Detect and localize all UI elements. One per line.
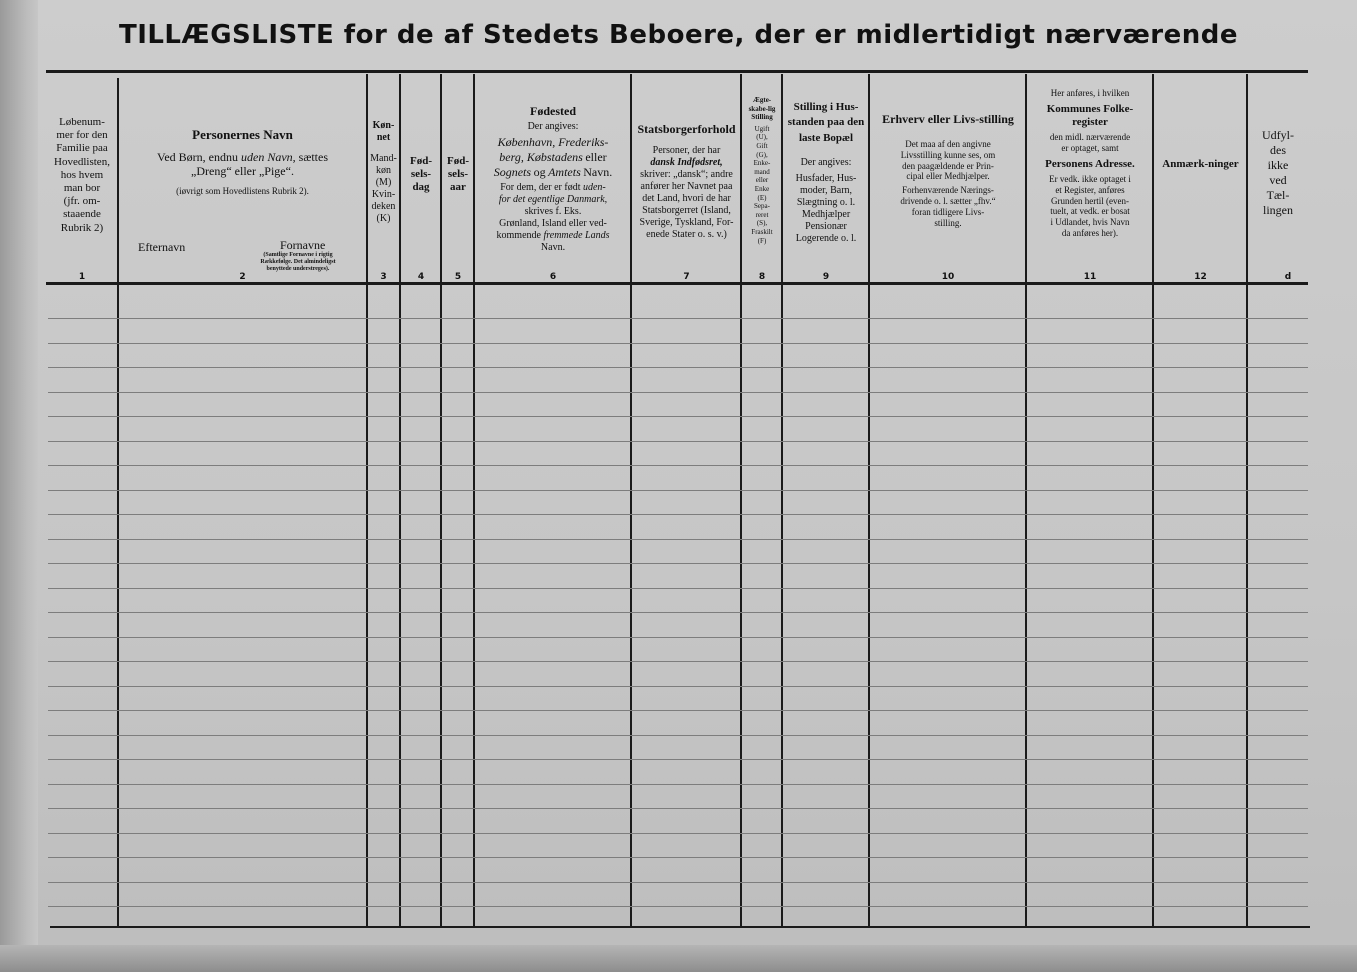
entry-row-line	[48, 441, 1308, 442]
header-text: For dem, der er født	[500, 181, 581, 193]
header-text: Amtets	[548, 164, 581, 179]
header-text: (K)	[376, 213, 391, 224]
header-text: Udfyl-	[1262, 128, 1294, 142]
entry-row-line	[48, 735, 1308, 736]
entry-row-line	[48, 686, 1308, 687]
column-number-11: 11	[1083, 272, 1097, 282]
header-heading: Kommunes Folke-register	[1046, 102, 1134, 128]
column-number-1: 1	[78, 272, 86, 282]
column-number-5: 5	[454, 272, 462, 282]
column-number-3: 3	[380, 272, 387, 282]
header-text: Fraskilt	[751, 227, 773, 236]
header-heading: Personernes Navn	[192, 127, 293, 142]
header-text: Der angives:	[800, 157, 852, 169]
header-text: enede Stater o. s. v.)	[646, 229, 727, 241]
header-text: Enke-	[753, 159, 771, 168]
header-text: et Register, anføres	[1055, 184, 1125, 195]
header-text: og	[533, 164, 546, 179]
header-text: det Land, hvori de har	[642, 193, 731, 205]
header-text: den midl. nærværende	[1049, 132, 1131, 143]
header-text: Ved Børn, endnu	[157, 149, 238, 164]
entry-row-line	[48, 759, 1308, 760]
header-text: da anføres her).	[1061, 227, 1119, 238]
column-header-5	[442, 155, 474, 355]
entry-row-line	[48, 318, 1308, 319]
entry-row-line	[48, 637, 1308, 638]
column-number-12: 12	[1194, 272, 1207, 282]
header-top-rule	[46, 70, 1308, 73]
entry-row-line	[48, 612, 1308, 613]
firstname-label: Fornavne	[280, 238, 326, 252]
header-text: Statsborgerret (Island,	[642, 205, 731, 217]
entry-row-line	[48, 490, 1308, 491]
header-text: Husfader, Hus-	[795, 173, 857, 185]
form-title: TILLÆGSLISTE for de af Stedets Beboere, der er midlertidigt nærværende	[118, 20, 1239, 50]
header-text: Pensionær	[805, 221, 847, 233]
header-text: stilling.	[934, 217, 962, 228]
header-text: København, Frederiks-	[497, 135, 609, 150]
header-text: „Dreng“ eller „Pige“.	[191, 163, 294, 178]
header-text: (E)	[757, 193, 767, 202]
header-text: Gift	[756, 141, 768, 150]
column-number-8: 8	[758, 272, 766, 282]
header-text: for det egentlige Danmark,	[498, 193, 608, 205]
header-text: man bor	[63, 181, 101, 194]
header-text: Løbenum-	[59, 116, 105, 128]
header-text: Slægtning o. l.	[796, 197, 856, 209]
header-heading: Køn-net	[372, 120, 395, 143]
header-text: eller	[585, 149, 607, 164]
entry-row-line	[48, 588, 1308, 589]
header-text: reret	[755, 210, 769, 219]
header-text: tuelt, at vedk. er bosat	[1050, 206, 1130, 217]
header-text: moder, Barn,	[799, 185, 853, 197]
header-text: (iøvrigt som Hovedlistens Rubrik 2).	[176, 186, 309, 197]
header-text: Kvin-	[371, 189, 396, 200]
column-header-4	[401, 155, 441, 355]
header-text: deken	[371, 201, 396, 212]
header-text: Navn.	[583, 164, 613, 179]
header-text: Er vedk. ikke optaget i	[1049, 173, 1131, 184]
surname-label: Efternavn	[138, 240, 186, 254]
header-text: (U),	[756, 133, 768, 142]
header-text: hos hvem	[60, 168, 104, 181]
header-text: Det maa af den angivne	[905, 139, 991, 149]
column-header-d	[1248, 128, 1308, 328]
entry-row-line	[48, 710, 1308, 711]
header-text: Familie paa	[56, 142, 108, 155]
header-heading: Fødested	[530, 104, 576, 118]
header-text: Enke	[754, 184, 770, 193]
column-number-9: 9	[822, 272, 830, 282]
header-text: køn	[376, 165, 391, 176]
header-text: Forhenværende Nærings-	[902, 185, 994, 196]
header-text: (jfr. om-	[63, 195, 101, 208]
header-text: Her anføres, i hvilken	[1050, 88, 1130, 98]
header-text: Ugift	[754, 124, 770, 133]
header-text: Logerende o. l.	[795, 233, 857, 245]
paper-edge-left	[0, 0, 38, 972]
table-bottom-rule	[50, 926, 1310, 928]
entry-row-line	[48, 539, 1308, 540]
header-heading: Anmærk-ninger	[1162, 158, 1239, 170]
entry-row-line	[48, 514, 1308, 515]
header-text: staaende	[63, 208, 101, 221]
header-text: Livsstilling kunne ses, om	[900, 149, 996, 160]
entry-row-line	[48, 882, 1308, 883]
paper-edge-bottom	[0, 945, 1357, 972]
header-heading: Statsborgerforhold	[637, 122, 736, 136]
entry-row-line	[48, 784, 1308, 785]
header-text: den paagældende er Prin-	[902, 160, 994, 171]
header-text: Grønland, Island eller ved-	[499, 217, 607, 229]
column-header-7	[632, 122, 741, 322]
header-text: Sepa-	[754, 202, 770, 211]
header-text: skrives f. Eks.	[524, 205, 582, 217]
header-text: mand	[754, 167, 770, 176]
header-text: eller	[755, 176, 769, 185]
header-text: dansk Indfødsret,	[650, 157, 723, 169]
header-heading: Personens Adresse.	[1045, 157, 1135, 170]
header-text: Navn.	[540, 241, 566, 253]
header-heading: Ægte-skabe-lig Stilling	[748, 96, 776, 122]
column-number-2: 2	[239, 272, 246, 282]
entry-row-line	[48, 833, 1308, 834]
column-header-12	[1154, 158, 1247, 358]
header-text: Tæl-	[1266, 188, 1290, 202]
column-number-6: 6	[549, 272, 557, 282]
column-header-8	[742, 96, 782, 296]
header-text: berg, Købstadens	[499, 149, 583, 164]
entry-row-line	[48, 392, 1308, 393]
entry-row-line	[48, 343, 1308, 344]
header-text: mer for den	[56, 129, 108, 142]
header-text: fremmede Lands	[543, 229, 610, 241]
entry-row-line	[48, 367, 1308, 368]
entry-row-line	[48, 416, 1308, 417]
header-text: des	[1270, 143, 1286, 157]
header-text: i Udlandet, hvis Navn	[1050, 217, 1130, 228]
header-text: Grunden hertil (even-	[1051, 195, 1129, 206]
header-text: Medhjælper	[801, 209, 851, 221]
header-text: drivende o. l. sætter „fhv.“	[900, 195, 996, 206]
header-text: uden Navn,	[241, 149, 296, 164]
column-header-1	[46, 116, 118, 316]
header-text: (G),	[756, 150, 768, 159]
header-text: Rubrik 2)	[60, 221, 104, 234]
header-heading: Fød-sels-aar	[447, 155, 469, 194]
header-text: cipal eller Medhjælper.	[906, 171, 990, 182]
firstname-note: (Samtlige Fornavne i rigtig Rækkefølge. Det almindeligst benyttede understreges).	[260, 252, 336, 272]
header-text: ved	[1269, 173, 1287, 187]
entry-row-line	[48, 661, 1308, 662]
entry-row-line	[48, 857, 1308, 858]
column-header-9	[783, 100, 869, 300]
header-text: kommende	[496, 229, 541, 241]
header-text: Der angives:	[527, 121, 579, 133]
header-text: Sognets	[493, 164, 532, 179]
header-text: sættes	[298, 149, 328, 164]
entry-row-line	[48, 906, 1308, 907]
column-header-2	[119, 127, 366, 327]
header-text	[157, 150, 328, 164]
column-header-11	[1027, 88, 1153, 288]
header-text: (S),	[756, 219, 768, 228]
entry-row-line	[48, 465, 1308, 466]
header-heading: Fød-sels-dag	[410, 155, 432, 194]
header-text: Personer, der har	[652, 145, 721, 157]
header-text: Hovedlisten,	[54, 155, 110, 168]
header-text: lingen	[1263, 203, 1293, 217]
header-text: skriver: „dansk“; andre	[640, 169, 733, 181]
column-number-10: 10	[941, 272, 955, 282]
column-header-3	[367, 120, 400, 320]
header-text: anfører her Navnet paa	[640, 181, 733, 193]
header-text: Mand-	[370, 153, 397, 164]
entry-row-line	[48, 808, 1308, 809]
column-number-4: 4	[417, 272, 425, 282]
header-text: foran tidligere Livs-	[911, 206, 985, 217]
column-number-d: d	[1284, 272, 1292, 282]
header-heading: Erhverv eller Livs-stilling	[882, 112, 1014, 126]
header-text: Sverige, Tyskland, For-	[639, 217, 734, 229]
column-number-7: 7	[683, 272, 690, 282]
header-text: ikke	[1267, 158, 1289, 172]
entry-row-line	[48, 563, 1308, 564]
header-text: (F)	[757, 236, 767, 245]
header-text: uden-	[582, 181, 606, 193]
header-text: er optaget, samt	[1061, 142, 1119, 153]
header-text: (M)	[375, 177, 392, 188]
header-heading: Stilling i Hus-standen paa den laste Bopæl	[787, 101, 865, 144]
